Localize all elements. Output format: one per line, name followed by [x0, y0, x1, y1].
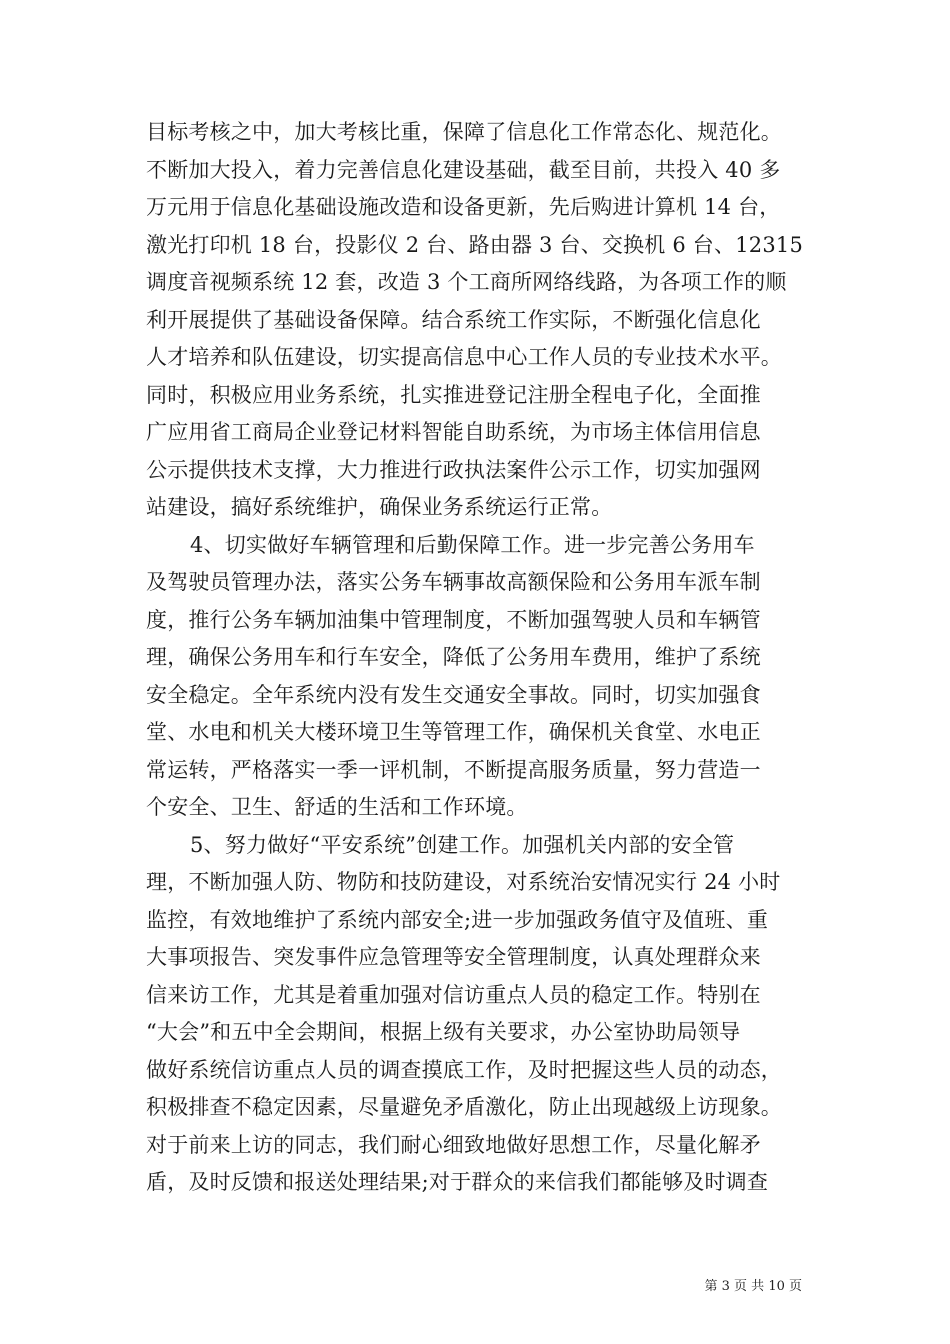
text-line: 不断加大投入，着力完善信息化建设基础，截至目前，共投入 40 多	[146, 157, 781, 182]
page-number: 第 3 页 共 10 页	[704, 1279, 802, 1294]
text-line: 站建设，搞好系统维护，确保业务系统运行正常。	[146, 495, 613, 519]
text-line: 个安全、卫生、舒适的生活和工作环境。	[146, 795, 528, 819]
text-line: 常运转，严格落实一季一评机制，不断提高服务质量，努力营造一	[146, 757, 761, 782]
text-line: 对于前来上访的同志，我们耐心细致地做好思想工作，尽量化解矛	[146, 1132, 761, 1157]
text-line: 利开展提供了基础设备保障。结合系统工作实际，不断强化信息化	[146, 307, 761, 332]
text-line: 公示提供技术支撑，大力推进行政执法案件公示工作，切实加强网	[146, 457, 761, 482]
text-line: 人才培养和队伍建设，切实提高信息中心工作人员的专业技术水平。	[146, 345, 782, 369]
text-line: 做好系统信访重点人员的调查摸底工作，及时把握这些人员的动态，	[146, 1057, 782, 1082]
text-line: 安全稳定。全年系统内没有发生交通安全事故。同时，切实加强食	[146, 682, 761, 707]
paragraph-heading-4: 4、切实做好车辆管理和后勤保障工作。进一步完善公务用车	[190, 532, 755, 557]
document-body	[146, 114, 806, 1202]
text-line: 理，不断加强人防、物防和技防建设，对系统治安情况实行 24 小时	[146, 870, 781, 894]
text-line: 盾，及时反馈和报送处理结果;对于群众的来信我们都能够及时调查	[146, 1170, 769, 1194]
text-line: 大事项报告、突发事件应急管理等安全管理制度，认真处理群众来	[146, 945, 761, 969]
text-line: 及驾驶员管理办法，落实公务车辆事故高额保险和公务用车派车制	[146, 570, 761, 594]
text-line: 万元用于信息化基础设施改造和设备更新，先后购进计算机 14 台，	[146, 195, 781, 219]
text-line: 信来访工作，尤其是着重加强对信访重点人员的稳定工作。特别在	[146, 982, 761, 1007]
text-line: “大会”和五中全会期间，根据上级有关要求，办公室协助局领导	[146, 1020, 741, 1044]
text-line: 调度音视频系统 12 套，改造 3 个工商所网络线路，为各项工作的顺	[146, 270, 787, 294]
text-line: 广应用省工商局企业登记材料智能自助系统，为市场主体信用信息	[146, 420, 761, 444]
text-line: 同时，积极应用业务系统，扎实推进登记注册全程电子化，全面推	[146, 382, 761, 407]
text-line: 监控，有效地维护了系统内部安全;进一步加强政务值守及值班、重	[146, 907, 769, 932]
text-line: 积极排查不稳定因素，尽量避免矛盾激化，防止出现越级上访现象。	[146, 1095, 782, 1119]
text-line: 度，推行公务车辆加油集中管理制度，不断加强驾驶人员和车辆管	[146, 607, 761, 632]
text-line: 堂、水电和机关大楼环境卫生等管理工作，确保机关食堂、水电正	[146, 720, 761, 744]
text-line: 激光打印机 18 台，投影仪 2 台、路由器 3 台、交换机 6 台、12315	[146, 232, 804, 257]
text-line: 理，确保公务用车和行车安全，降低了公务用车费用，维护了系统	[146, 645, 761, 669]
paragraph-heading-5: 5、努力做好“平安系统”创建工作。加强机关内部的安全管	[190, 832, 735, 857]
text-line: 目标考核之中，加大考核比重，保障了信息化工作常态化、规范化。	[146, 120, 782, 144]
